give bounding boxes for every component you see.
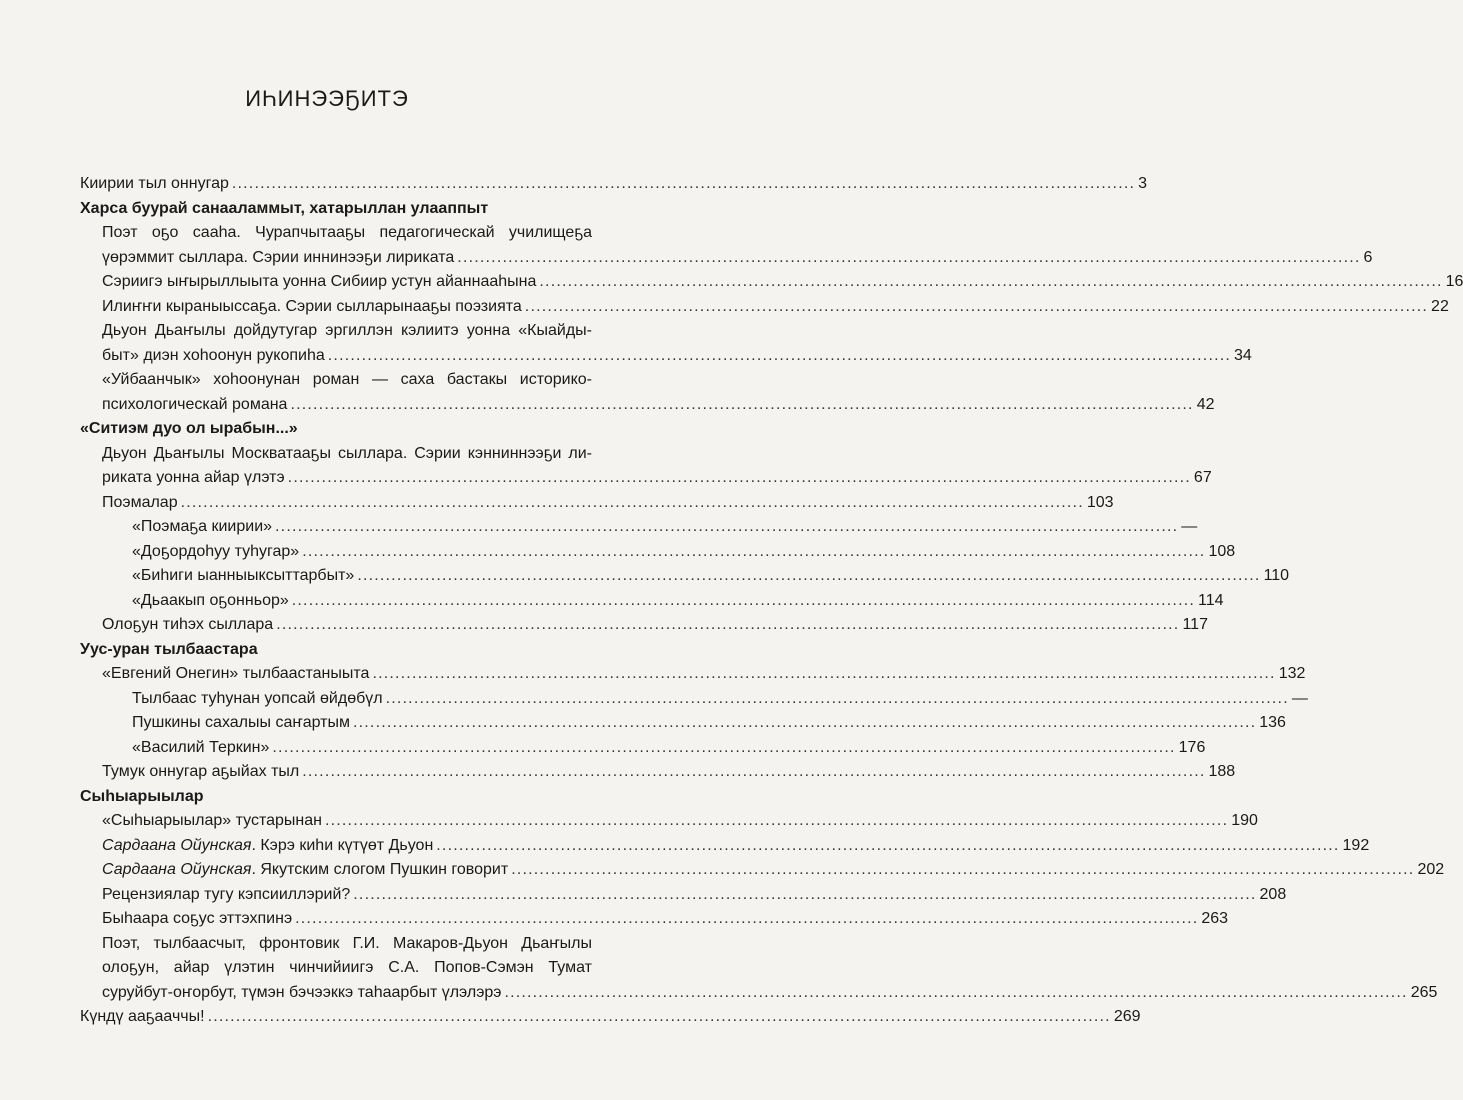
section-heading: Сыһыарыылар: [80, 787, 204, 805]
section-heading: Харса буурай санааламмыт, хатарыллан улааппыт: [80, 199, 489, 217]
page-number: 110: [1263, 567, 1290, 584]
page-number: 190: [1231, 812, 1258, 829]
author-name: Сардаана Ойунская: [102, 836, 252, 854]
page-number: 188: [1208, 763, 1236, 780]
page-number: 67: [1193, 469, 1212, 486]
page-number: —: [1181, 518, 1198, 535]
toc-entry: Сардаана Ойунская. Якутским слогом Пушкин говорит ..... 202: [102, 858, 592, 883]
page-number: 192: [1342, 836, 1370, 854]
toc-entry: «Сыһыарыылар» тустарынан ..... 190: [102, 809, 592, 834]
page-number: 34: [1234, 346, 1252, 364]
toc-entry: «Поэмаҕа киирии» ..... —: [132, 515, 592, 540]
toc-entry: Тумук оннугар аҕыйах тыл ..... 188: [102, 760, 592, 785]
toc-entry: психологическай романа ..... 42: [102, 393, 592, 418]
toc-entry: «Дьаакып оҕонньор» ..... 114: [132, 589, 592, 614]
toc-entry: Поэмалар ..... 103: [102, 491, 592, 516]
toc-entry: суруйбут-оҥорбут, түмэн бэчээккэ таһаарбыт үлэлэрэ ..... 265: [102, 981, 592, 1006]
toc-entry: Илиҥҥи кыраныыссаҕа. Сэрии сылларынааҕы поэзията ..... 22: [102, 295, 592, 320]
toc-entry: «Уйбаанчык» хоһоонунан роман — саха бастакы историко-: [102, 371, 592, 388]
page-number: 22: [1431, 297, 1449, 315]
toc-entry: Киирии тыл оннугар ..... 3: [80, 172, 592, 197]
page-number: 103: [1086, 493, 1114, 511]
toc-entry: Поэт оҕо сааһа. Чурапчытааҕы педагогическай училищеҕа: [102, 224, 592, 241]
toc-entry: Олоҕун тиһэх сыллара ..... 117: [102, 613, 592, 638]
page-number: 136: [1259, 714, 1286, 731]
toc-entry: Тылбаас туһунан уопсай өйдөбүл ..... —: [132, 687, 592, 712]
toc-entry: «Биһиги ыанныыксыттарбыт» ..... 110: [132, 564, 592, 589]
section-heading: «Ситиэм дуо ол ырабын...»: [80, 420, 298, 437]
toc-entry: Сэриигэ ыҥырыллыыта уонна Сибиир устун айаннааһына ..... 16: [102, 270, 592, 295]
toc-entry: Сардаана Ойунская. Кэрэ киһи күтүөт Дьуон ..... 192: [102, 834, 592, 859]
section-heading: Уус-уран тылбаастара: [80, 640, 258, 658]
page-number: 6: [1363, 248, 1373, 266]
toc-entry: Быһаара соҕус эттэхпинэ ..... 263: [102, 907, 592, 932]
toc-entry: риката уонна айар үлэтэ ..... 67: [102, 466, 592, 491]
author-name: Сардаана Ойунская: [102, 861, 252, 878]
toc-entry: Дьуон Дьаҥылы Москватааҕы сыллара. Сэрии кэнниннээҕи ли-: [102, 444, 592, 462]
toc-entry: Рецензиялар тугу кэпсииллэрий? ..... 208: [102, 883, 592, 908]
toc-entry: Күндү ааҕааччы! ..... 269: [80, 1005, 592, 1030]
page-number: 117: [1182, 616, 1208, 633]
page-number: 108: [1208, 542, 1236, 560]
toc-entry: Поэт, тылбаасчыт, фронтовик Г.И. Макаров-Дьуон Дьаҥылы: [102, 934, 592, 952]
page-number: 114: [1198, 591, 1224, 609]
toc-entry: «Евгений Онегин» тылбаастаныыта ..... 132: [102, 662, 592, 687]
page-number: 208: [1259, 885, 1287, 903]
toc-entry: Пушкины сахалыы саҥартым ..... 136: [132, 711, 592, 736]
toc-entry: үөрэммит сыллара. Сэрии иннинээҕи лириката ..... 6: [102, 246, 592, 271]
toc-entry: «Василий Теркин» ..... 176: [132, 736, 592, 761]
table-of-contents: [80, 172, 1463, 1030]
toc-entry: «Доҕордоһуу туһугар» ..... 108: [132, 540, 592, 565]
page-number: 42: [1196, 395, 1215, 413]
page-number: 132: [1278, 665, 1306, 682]
page-number: —: [1291, 689, 1308, 707]
page-number: 16: [1445, 273, 1463, 290]
toc-entry: быт» диэн хоһоонун рукопиһа ..... 34: [102, 344, 592, 369]
page-number: 263: [1201, 910, 1229, 927]
toc-entry: олоҕун, айар үлэтин чинчийиигэ С.А. Попов-Сэмэн Тумат: [102, 959, 592, 976]
page-title: ИҺИНЭЭҔИТЭ: [245, 86, 409, 111]
page-number: 269: [1113, 1008, 1141, 1025]
page-number: 3: [1138, 175, 1148, 192]
page-number: 176: [1178, 738, 1206, 756]
page-number: 202: [1417, 861, 1445, 878]
toc-entry: Дьуон Дьаҥылы дойдутугар эргиллэн кэлиитэ уонна «Кыайды-: [102, 322, 592, 339]
page-number: 265: [1410, 983, 1438, 1001]
